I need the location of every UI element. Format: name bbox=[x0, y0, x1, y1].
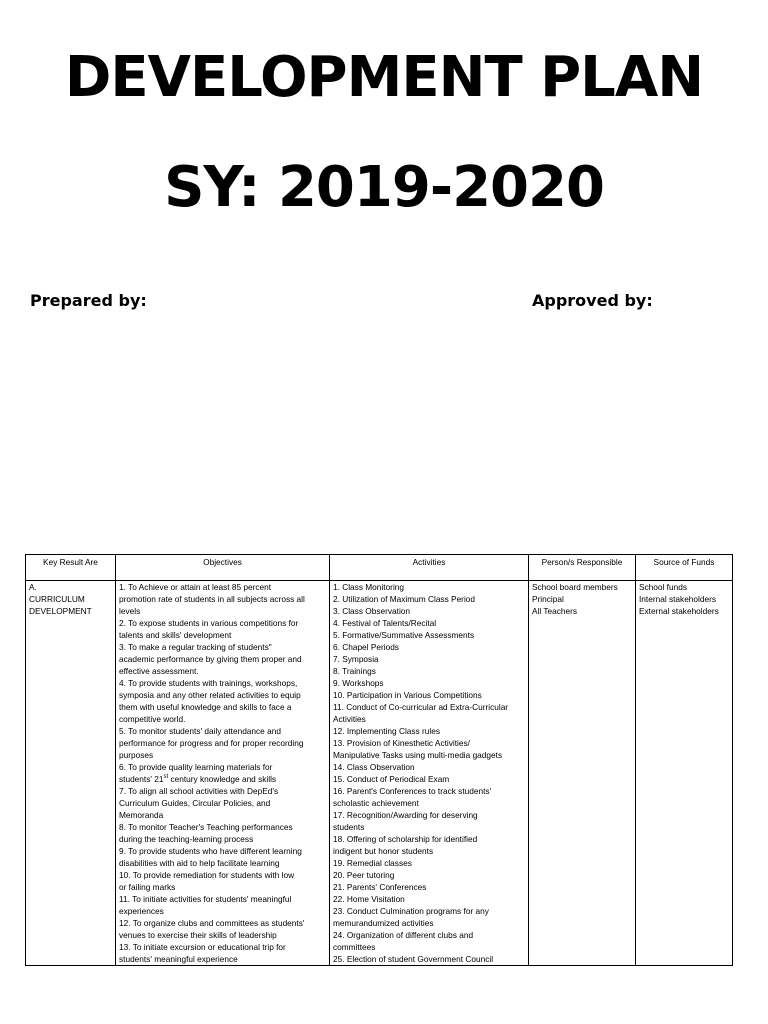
cell-line: 23. Conduct Culmination programs for any bbox=[333, 906, 489, 916]
school-year-title: SY: 2019-2020 bbox=[164, 155, 604, 220]
document-title: DEVELOPMENT PLAN bbox=[64, 45, 704, 110]
activities-cell bbox=[330, 581, 529, 966]
cell-line: Memoranda bbox=[119, 810, 164, 820]
cell-line: students bbox=[333, 822, 365, 832]
cell-line: 11. To initiate activities for students' meaningful bbox=[119, 894, 292, 904]
cell-line: 17. Recognition/Awarding for deserving bbox=[333, 810, 478, 820]
cell-line: them with useful knowledge and skills to face a bbox=[119, 702, 292, 712]
prepared-by-label: Prepared by: bbox=[30, 291, 147, 310]
column-header-persons-responsible: Person/s Responsible bbox=[529, 555, 636, 581]
cell-line: levels bbox=[119, 606, 141, 616]
table-row bbox=[26, 581, 733, 966]
cell-line: 7. To align all school activities with DepEd's bbox=[119, 786, 279, 796]
cell-line: 10. Participation in Various Competitions bbox=[333, 690, 482, 700]
cell-line: symposia and any other related activities to equip bbox=[119, 690, 301, 700]
cell-line: 12. To organize clubs and committees as students' bbox=[119, 918, 305, 928]
cell-line: 12. Implementing Class rules bbox=[333, 726, 440, 736]
cell-line: 2. To expose students in various competitions for bbox=[119, 618, 299, 628]
cell-line: School board members bbox=[532, 582, 618, 592]
cell-line: talents and skills' development bbox=[119, 630, 232, 640]
cell-line: effective assessment. bbox=[119, 666, 199, 676]
cell-line: 19. Remedial classes bbox=[333, 858, 412, 868]
cell-line: scholastic achievement bbox=[333, 798, 419, 808]
cell-line: Activities bbox=[333, 714, 366, 724]
objectives-cell bbox=[116, 581, 330, 966]
cell-line: performance for progress and for proper recording bbox=[119, 738, 304, 748]
cell-line: 2. Utilization of Maximum Class Period bbox=[333, 594, 476, 604]
cell-line: experiences bbox=[119, 906, 164, 916]
cell-line: CURRICULUM bbox=[29, 594, 85, 604]
cell-line: 9. To provide students who have different learning bbox=[119, 846, 302, 856]
cell-line: 6. To provide quality learning materials for bbox=[119, 762, 273, 772]
key-result-cell bbox=[26, 581, 116, 966]
cell-line: School funds bbox=[639, 582, 687, 592]
cell-line: indigent but honor students bbox=[333, 846, 434, 856]
cell-line: purposes bbox=[119, 750, 154, 760]
cell-line: Internal stakeholders bbox=[639, 594, 717, 604]
cell-line: 1. To Achieve or attain at least 85 percent bbox=[119, 582, 272, 592]
cell-line: 9. Workshops bbox=[333, 678, 384, 688]
cell-line: All Teachers bbox=[532, 606, 578, 616]
persons-responsible-cell bbox=[529, 581, 636, 966]
cell-line: 25. Election of student Government Council bbox=[333, 954, 494, 964]
cell-line: 5. To monitor students' daily attendance and bbox=[119, 726, 281, 736]
cell-line: 4. To provide students with trainings, workshops, bbox=[119, 678, 298, 688]
cell-line: during the teaching-learning process bbox=[119, 834, 254, 844]
cell-line: 22. Home Visitation bbox=[333, 894, 405, 904]
column-header-source-of-funds: Source of Funds bbox=[636, 555, 733, 581]
cell-line: External stakeholders bbox=[639, 606, 719, 616]
cell-line: 15. Conduct of Periodical Exam bbox=[333, 774, 450, 784]
cell-line: 21. Parents' Conferences bbox=[333, 882, 427, 892]
cell-line: Manipulative Tasks using multi-media gadgets bbox=[333, 750, 503, 760]
cell-line: 5. Formative/Summative Assessments bbox=[333, 630, 475, 640]
cell-line: disabilities with aid to help facilitate learning bbox=[119, 858, 280, 868]
cell-line: 4. Festival of Talents/Recital bbox=[333, 618, 437, 628]
column-header-activities: Activities bbox=[330, 555, 529, 581]
cell-line: academic performance by giving them proper and bbox=[119, 654, 302, 664]
cell-line: 1. Class Monitoring bbox=[333, 582, 405, 592]
cell-line: 7. Symposia bbox=[333, 654, 379, 664]
cell-line: 14. Class Observation bbox=[333, 762, 415, 772]
cell-line: memurandumized activities bbox=[333, 918, 434, 928]
development-plan-table bbox=[25, 554, 733, 966]
cell-line: competitive world. bbox=[119, 714, 186, 724]
cell-line: 13. To initiate excursion or educational trip for bbox=[119, 942, 286, 952]
approved-by-label: Approved by: bbox=[532, 291, 653, 310]
column-header-key-result: Key Result Are bbox=[26, 555, 116, 581]
source-of-funds-cell bbox=[636, 581, 733, 966]
cell-line: venues to exercise their skills of leadership bbox=[119, 930, 277, 940]
cell-line: DEVELOPMENT bbox=[29, 606, 92, 616]
cell-line: students' 21st century knowledge and skills bbox=[119, 774, 277, 784]
cell-line: 8. To monitor Teacher's Teaching performances bbox=[119, 822, 293, 832]
cell-line: 3. Class Observation bbox=[333, 606, 411, 616]
column-header-objectives: Objectives bbox=[116, 555, 330, 581]
cell-line: 11. Conduct of Co-curricular ad Extra-Curricular bbox=[333, 702, 509, 712]
cell-line: students' meaningful experience bbox=[119, 954, 238, 964]
cell-line: committees bbox=[333, 942, 376, 952]
cell-line: 6. Chapel Periods bbox=[333, 642, 399, 652]
cell-line: 20. Peer tutoring bbox=[333, 870, 395, 880]
cell-line: promotion rate of students in all subjects across all bbox=[119, 594, 305, 604]
cell-line: or failing marks bbox=[119, 882, 176, 892]
cell-line: 3. To make a regular tracking of students" bbox=[119, 642, 272, 652]
cell-line: Principal bbox=[532, 594, 564, 604]
cell-line: 10. To provide remediation for students with low bbox=[119, 870, 295, 880]
cell-line: 24. Organization of different clubs and bbox=[333, 930, 474, 940]
cell-line: A. bbox=[29, 582, 37, 592]
table-header-row bbox=[26, 555, 733, 581]
cell-line: 16. Parent's Conferences to track students' bbox=[333, 786, 492, 796]
cell-line: 13. Provision of Kinesthetic Activities/ bbox=[333, 738, 470, 748]
cell-line: 18. Offering of scholarship for identified bbox=[333, 834, 478, 844]
cell-line: Curriculum Guides, Circular Policies, and bbox=[119, 798, 271, 808]
cell-line: 8. Trainings bbox=[333, 666, 376, 676]
